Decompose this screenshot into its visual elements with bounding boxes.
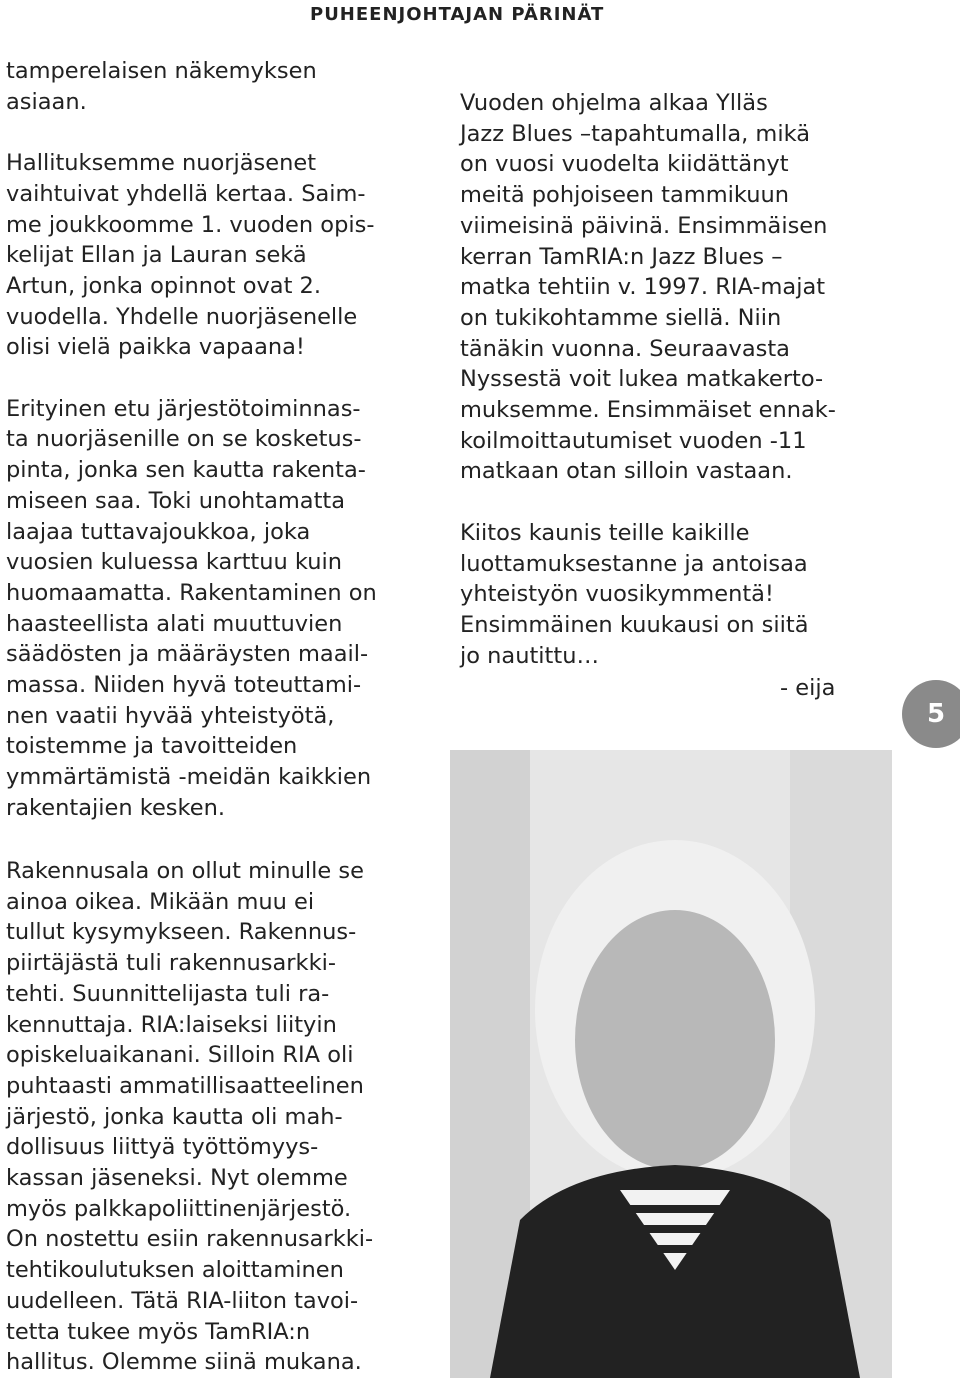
text-line: me joukkoomme 1. vuoden opis- [6,211,375,238]
text-line: opiskeluaikanani. Silloin RIA oli [6,1042,354,1069]
paragraph [6,148,377,363]
text-line: myös palkkapoliittinenjärjestö. [6,1195,352,1222]
page-number-badge: 5 [902,680,960,748]
text-line: on tukikohtamme siellä. Niin [460,304,782,331]
text-line: pinta, jonka sen kautta rakenta- [6,457,366,484]
text-line: Hallituksemme nuorjäsenet [6,150,317,177]
text-line: vuodella. Yhdelle nuorjäsenelle [6,303,358,330]
text-line: kerran TamRIA:n Jazz Blues – [460,243,783,270]
text-line: tamperelaisen näkemyksen [6,58,317,84]
text-line: tullut kysymykseen. Rakennus- [6,919,357,946]
paragraph [6,856,373,1378]
section-header: PUHEENJOHTAJAN PÄRINÄT [310,4,605,25]
text-line: kassan jäseneksi. Nyt olemme [6,1165,348,1192]
text-line: ainoa oikea. Mikään muu ei [6,888,315,915]
text-line: ta nuorjäsenille on se kosketus- [6,426,362,453]
text-line: viimeisinä päivinä. Ensimmäisen [460,212,828,239]
text-line: tehtikoulutuksen aloittaminen [6,1257,344,1284]
text-line: Kiitos kaunis teille kaikille [460,519,750,546]
text-line: kennuttaja. RIA:laiseksi liityin [6,1011,337,1038]
text-line: miseen saa. Toki unohtamatta [6,487,346,514]
text-line: Nyssestä voit lukea matkakerto- [460,366,824,393]
text-line: Rakennusala on ollut minulle se [6,858,364,884]
text-line: koilmoittautumiset vuoden -11 [460,427,807,454]
paragraph [460,518,836,672]
text-line: Jazz Blues –tapahtumalla, mikä [460,120,811,147]
text-line: tehti. Suunnittelijasta tuli ra- [6,980,330,1007]
left-column-bottom [6,856,373,1378]
text-line: Ensimmäinen kuukausi on siitä [460,611,809,638]
text-line: huomaamatta. Rakentaminen on [6,579,377,606]
text-line: laajaa tuttavajoukkoa, joka [6,518,311,545]
text-line: meitä pohjoiseen tammikuun [460,182,789,209]
text-line: haasteellista alati muuttuvien [6,610,343,637]
text-line: luottamuksestanne ja antoisaa [460,550,808,577]
text-line: kelijat Ellan ja Lauran sekä [6,242,307,269]
right-column [460,88,836,671]
text-line: on vuosi vuodelta kiidättänyt [460,151,789,178]
text-line: matkaan otan silloin vastaan. [460,458,793,485]
text-line: puhtaasti ammatillisaatteelinen [6,1072,364,1099]
text-line: hallitus. Olemme siinä mukana. [6,1349,362,1376]
portrait-silhouette [450,750,892,1378]
author-photo [450,750,892,1378]
text-line: rakentajien kesken. [6,794,226,821]
paragraph [6,394,377,824]
author-signature: - eija [780,675,836,701]
text-line: Erityinen etu järjestötoiminnas- [6,395,361,422]
text-line: Artun, jonka opinnot ovat 2. [6,272,322,299]
text-line: matka tehtiin v. 1997. RIA-majat [460,274,826,301]
text-line: jo nautittu… [460,642,599,669]
text-line: vaihtuivat yhdellä kertaa. Saim- [6,180,366,207]
text-line: nen vaatii hyvää yhteistyötä, [6,702,335,729]
paragraph [6,56,377,117]
text-line: vuosien kuluessa karttuu kuin [6,549,343,576]
text-line: järjestö, jonka kautta oli mah- [6,1103,343,1130]
left-column-top [6,56,377,824]
text-line: Vuoden ohjelma alkaa Ylläs [460,90,768,116]
text-line: yhteistyön vuosikymmentä! [460,581,774,608]
text-line: massa. Niiden hyvä toteuttami- [6,672,362,699]
text-line: uudelleen. Tätä RIA-liiton tavoi- [6,1287,359,1314]
text-line: asiaan. [6,88,87,115]
text-line: olisi vielä paikka vapaana! [6,334,305,361]
text-line: säädösten ja määräysten maail- [6,641,369,668]
text-line: dollisuus liittyä työttömyys- [6,1134,319,1161]
text-line: ymmärtämistä -meidän kaikkien [6,764,372,791]
text-line: tänäkin vuonna. Seuraavasta [460,335,790,362]
text-line: muksemme. Ensimmäiset ennak- [460,397,836,424]
text-line: piirtäjästä tuli rakennusarkki- [6,950,336,977]
text-line: toistemme ja tavoitteiden [6,733,298,760]
text-line: On nostettu esiin rakennusarkki- [6,1226,374,1253]
text-line: tetta tukee myös TamRIA:n [6,1318,311,1345]
paragraph [460,88,836,487]
